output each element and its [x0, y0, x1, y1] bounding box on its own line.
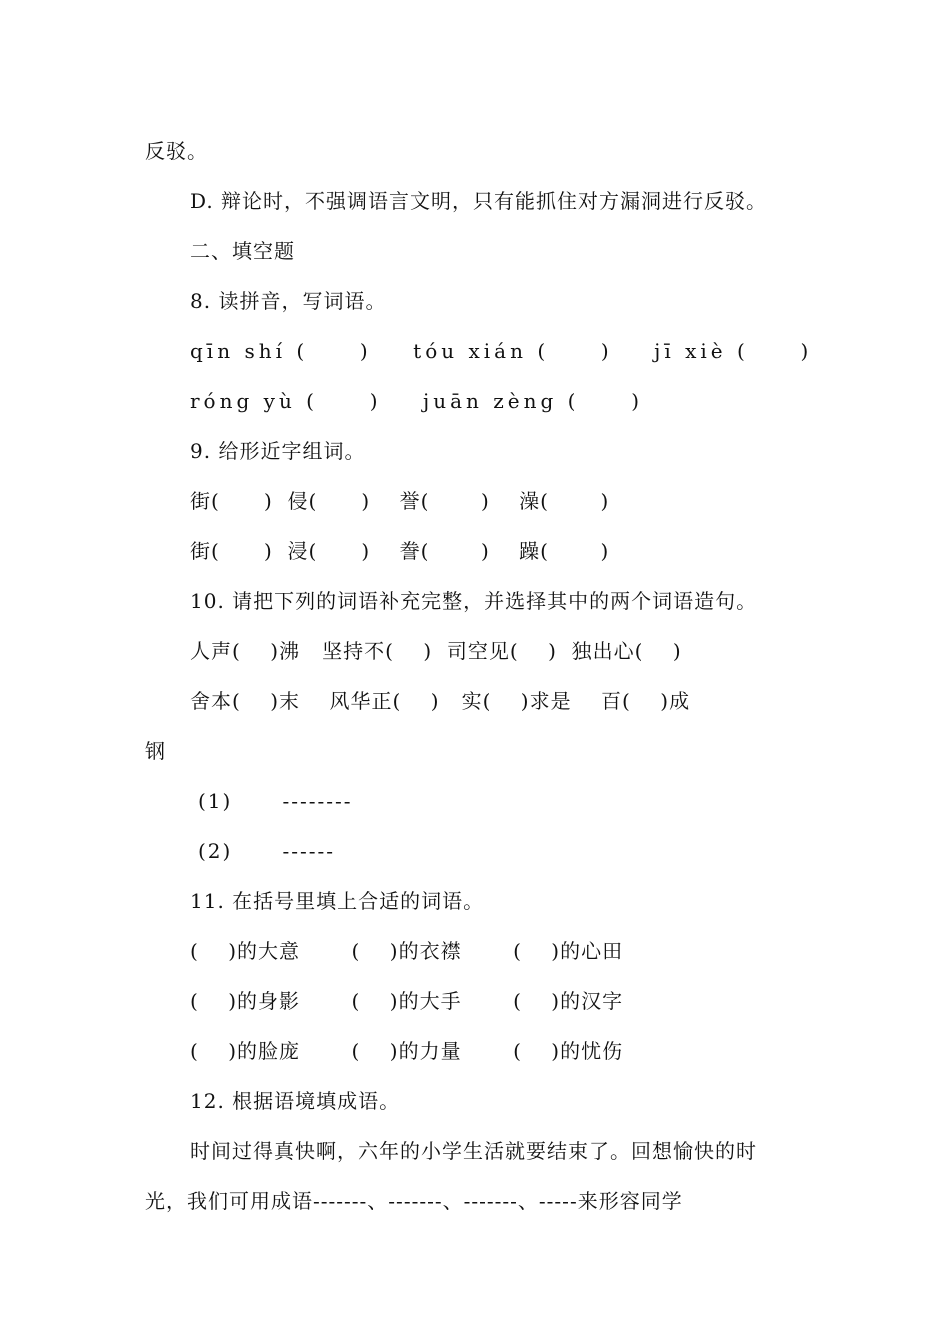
option-d: D. 辩论时，不强调语言文明，只有能抓住对方漏洞进行反驳。 — [190, 189, 768, 213]
idiom-row-2: 舍本( )末 风华正( ) 实( )求是 百( )成 — [190, 689, 691, 713]
context-paragraph-line-2: 光，我们可用成语-------、-------、-------、-----来形容同学 — [145, 1189, 683, 1213]
sentence-blank-2: (2) ------ — [198, 839, 336, 863]
section-heading-fill-in: 二、填空题 — [190, 239, 295, 263]
question-12: 12. 根据语境填成语。 — [190, 1089, 401, 1113]
sentence-blank-1: (1) -------- — [198, 789, 353, 813]
char-group-row-1: 街( ) 侵( ) 誉( ) 澡( ) — [190, 489, 610, 513]
char-group-row-2: 街( ) 浸( ) 誊( ) 躁( ) — [190, 539, 610, 563]
idiom-row-1: 人声( )沸 坚持不( ) 司空见( ) 独出心( ) — [190, 639, 682, 663]
phrase-row-3: ( )的脸庞 ( )的力量 ( )的忧伤 — [190, 1039, 624, 1063]
text-line-continuation: 反驳。 — [145, 139, 208, 163]
context-paragraph-line-1: 时间过得真快啊，六年的小学生活就要结束了。回想愉快的时 — [190, 1139, 757, 1163]
question-11: 11. 在括号里填上合适的词语。 — [190, 889, 485, 913]
question-8: 8. 读拼音，写词语。 — [190, 289, 387, 313]
question-10: 10. 请把下列的词语补充完整，并选择其中的两个词语造句。 — [190, 589, 758, 613]
phrase-row-1: ( )的大意 ( )的衣襟 ( )的心田 — [190, 939, 624, 963]
phrase-row-2: ( )的身影 ( )的大手 ( )的汉字 — [190, 989, 624, 1013]
pinyin-row-2: róng yù ( ) juān zèng ( ) — [190, 389, 644, 413]
question-9: 9. 给形近字组词。 — [190, 439, 366, 463]
pinyin-row-1: qīn shí ( ) tóu xián ( ) jī xiè ( ) — [190, 339, 813, 363]
idiom-row-2-continuation: 钢 — [145, 739, 166, 763]
